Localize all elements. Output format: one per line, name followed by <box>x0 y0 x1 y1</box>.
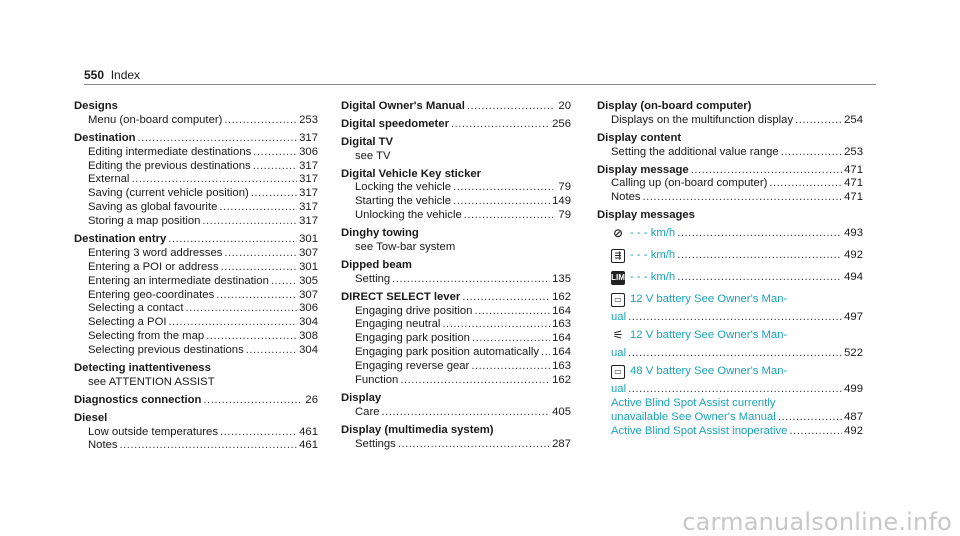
leader-dots <box>691 164 842 178</box>
entry-text[interactable]: ual <box>611 311 627 324</box>
entry-text: Dipped beam <box>341 258 412 271</box>
leader-dots <box>451 118 550 132</box>
entry-text[interactable]: - - - km/h <box>630 249 676 262</box>
entry-text[interactable]: Active Blind Spot Assist inoperative <box>611 424 788 437</box>
leader-dots <box>253 146 297 160</box>
entry-text: Locking the vehicle <box>355 181 452 194</box>
entry-text: Storing a map position <box>88 215 201 228</box>
leader-dots <box>442 318 550 332</box>
page-ref[interactable]: 317 <box>299 215 318 228</box>
leader-dots <box>789 425 842 439</box>
page-ref[interactable]: 162 <box>552 290 571 303</box>
entry-text: Low outside temperatures <box>88 425 218 438</box>
page-ref[interactable]: 163 <box>552 318 571 331</box>
index-entry <box>74 439 318 453</box>
entry-text: Engaging reverse gear <box>355 360 470 373</box>
index-heading <box>74 362 318 376</box>
page-ref[interactable]: 493 <box>844 227 863 240</box>
leader-dots <box>643 191 843 205</box>
index-heading <box>341 424 571 438</box>
entry-text: Entering a POI or address <box>88 260 219 273</box>
entry-text: Display messages <box>597 209 695 222</box>
entry-text: Detecting inattentiveness <box>74 362 211 375</box>
entry-text: Calling up (on-board computer) <box>611 177 768 190</box>
index-entry <box>341 438 571 452</box>
leader-dots <box>224 247 297 261</box>
entry-text: Destination entry <box>74 233 167 246</box>
entry-text: Display content <box>597 131 682 144</box>
page-ref[interactable]: 487 <box>844 410 863 423</box>
leader-dots <box>203 394 300 408</box>
leader-dots <box>271 275 297 289</box>
leader-dots <box>120 439 298 453</box>
page-ref[interactable]: 149 <box>552 195 571 208</box>
entry-text: Selecting a POI <box>88 316 167 329</box>
entry-text: Engaging drive position <box>355 304 473 317</box>
index-entry <box>74 261 318 275</box>
index-heading <box>341 136 571 150</box>
page-ref[interactable]: 499 <box>844 382 863 395</box>
section-title: Index <box>110 68 141 82</box>
page-ref[interactable]: 79 <box>558 209 571 222</box>
leader-dots <box>453 195 550 209</box>
index-entry <box>597 289 863 311</box>
entry-text: Care <box>355 405 380 418</box>
entry-text: Setting the additional value range <box>611 145 779 158</box>
leader-dots <box>541 346 550 360</box>
entry-text: Displays on the multifunction display <box>611 113 794 126</box>
leader-dots <box>628 347 842 361</box>
leader-dots <box>677 249 842 263</box>
page-ref[interactable]: 306 <box>299 145 318 158</box>
entry-text: Selecting from the map <box>88 330 205 343</box>
index-entry <box>341 150 571 164</box>
entry-text: Entering geo-coordinates <box>88 288 215 301</box>
index-entry <box>341 209 571 223</box>
index-entry <box>597 177 863 191</box>
page-ref[interactable]: 79 <box>558 181 571 194</box>
entry-text: Starting the vehicle <box>355 195 452 208</box>
entry-text: Editing the previous destinations <box>88 159 251 172</box>
entry-text: see ATTENTION ASSIST <box>88 375 215 388</box>
page-ref[interactable]: 253 <box>844 145 863 158</box>
leader-dots <box>221 261 298 275</box>
entry-text: Selecting a contact <box>88 302 184 315</box>
leader-dots <box>474 305 550 319</box>
entry-text: Engaging neutral <box>355 318 441 331</box>
entry-text: Selecting previous destinations <box>88 344 244 357</box>
page-ref[interactable]: 254 <box>844 113 863 126</box>
index-entry <box>597 397 863 411</box>
index-entry <box>597 411 863 425</box>
index-heading <box>341 100 571 114</box>
page-ref[interactable]: 26 <box>305 393 318 406</box>
entry-text: Notes <box>611 191 641 204</box>
entry-text: Settings <box>355 437 396 450</box>
index-heading <box>597 209 863 223</box>
page-ref[interactable]: 163 <box>552 360 571 373</box>
entry-text: Setting <box>355 272 391 285</box>
entry-text[interactable]: 48 V battery See Owner's Man- <box>630 364 788 377</box>
page-ref[interactable]: 20 <box>558 100 571 112</box>
page-ref[interactable]: 256 <box>552 117 571 130</box>
index-heading <box>341 227 571 241</box>
entry-text: Unlocking the vehicle <box>355 209 462 222</box>
leader-dots <box>677 227 842 241</box>
entry-text: Menu (on-board computer) <box>88 113 223 126</box>
index-entry <box>341 406 571 420</box>
page-ref[interactable]: 305 <box>299 274 318 287</box>
index-entry <box>341 195 571 209</box>
index-entry <box>341 374 571 388</box>
entry-text[interactable]: 12 V battery See Owner's Man- <box>630 293 788 306</box>
entry-text: see TV <box>355 149 391 162</box>
page-ref[interactable]: 307 <box>299 288 318 301</box>
index-entry <box>341 273 571 287</box>
index-entry <box>597 191 863 205</box>
car-icon: ⚟ <box>612 328 624 343</box>
entry-text: Designs <box>74 100 118 112</box>
index-heading <box>74 394 318 408</box>
index-heading <box>74 100 318 114</box>
entry-text: DIRECT SELECT lever <box>341 290 461 303</box>
index-entry <box>74 275 318 289</box>
entry-text: Entering an intermediate destination <box>88 274 269 287</box>
index-column-2 <box>341 100 571 451</box>
index-heading <box>341 168 571 182</box>
leader-dots <box>392 273 550 287</box>
entry-text: Display (multimedia system) <box>341 423 494 436</box>
leader-dots <box>628 311 842 325</box>
page-ref[interactable]: 497 <box>844 311 863 324</box>
leader-dots <box>220 426 297 440</box>
index-entry <box>74 146 318 160</box>
entry-text: Diagnostics connection <box>74 393 202 406</box>
index-entry <box>74 302 318 316</box>
entry-text[interactable]: Active Blind Spot Assist currently <box>611 396 776 409</box>
index-entry <box>597 347 863 361</box>
page-ref[interactable]: 307 <box>299 246 318 259</box>
index-entry <box>597 311 863 325</box>
page-ref[interactable]: 162 <box>552 374 571 387</box>
speed-limiter-icon: ⊘ <box>612 226 624 241</box>
entry-text[interactable]: ual <box>611 347 627 360</box>
entry-text: Notes <box>88 439 118 452</box>
watermark-logo: carmanualsonline.info <box>682 508 952 536</box>
entry-text: Saving as global favourite <box>88 201 218 214</box>
index-entry <box>597 245 863 267</box>
page-ref[interactable]: 317 <box>299 159 318 172</box>
entry-text: Editing intermediate destinations <box>88 145 252 158</box>
page-ref[interactable]: 317 <box>299 173 318 186</box>
leader-dots <box>769 177 842 191</box>
index-heading <box>341 118 571 132</box>
leader-dots <box>251 187 297 201</box>
index-entry <box>341 181 571 195</box>
leader-dots <box>778 411 842 425</box>
leader-dots <box>795 114 842 128</box>
page-ref[interactable]: 492 <box>844 424 863 437</box>
page-ref[interactable]: 253 <box>299 113 318 126</box>
index-entry <box>74 344 318 358</box>
page-ref[interactable]: 301 <box>299 260 318 273</box>
leader-dots <box>224 114 297 128</box>
index-heading <box>74 412 318 426</box>
leader-dots <box>206 330 297 344</box>
index-entry <box>341 346 571 360</box>
index-entry <box>74 173 318 187</box>
page-header <box>84 68 140 82</box>
leader-dots <box>677 271 842 285</box>
index-heading <box>74 132 318 146</box>
leader-dots <box>781 146 842 160</box>
entry-text: Dinghy towing <box>341 227 419 240</box>
page-ref[interactable]: 164 <box>552 332 571 345</box>
leader-dots <box>219 201 297 215</box>
index-entry <box>597 114 863 128</box>
page-ref[interactable]: 287 <box>552 437 571 450</box>
page-ref[interactable]: 471 <box>844 163 863 176</box>
index-entry <box>597 146 863 160</box>
entry-text: Display message <box>597 163 689 176</box>
page-ref[interactable]: 522 <box>844 347 863 360</box>
index-entry <box>74 201 318 215</box>
index-entry <box>341 332 571 346</box>
leader-dots <box>382 406 551 420</box>
index-heading <box>597 100 863 114</box>
entry-text[interactable]: ual <box>611 382 627 395</box>
index-entry <box>597 361 863 383</box>
index-entry <box>74 247 318 261</box>
entry-text: Digital TV <box>341 135 394 148</box>
leader-dots <box>202 215 297 229</box>
page-ref[interactable]: 308 <box>299 330 318 343</box>
page-ref[interactable]: 164 <box>552 346 571 359</box>
index-entry <box>597 325 863 347</box>
leader-dots <box>216 289 297 303</box>
page-ref[interactable]: 461 <box>299 425 318 438</box>
page-ref[interactable]: 304 <box>299 344 318 357</box>
leader-dots <box>138 132 298 146</box>
entry-text: Digital speedometer <box>341 117 449 130</box>
index-heading <box>341 392 571 406</box>
index-entry <box>341 305 571 319</box>
entry-text: see Tow-bar system <box>355 241 456 254</box>
leader-dots <box>471 360 550 374</box>
index-entry <box>74 160 318 174</box>
entry-text: Display <box>341 391 382 404</box>
index-entry <box>74 289 318 303</box>
index-entry <box>74 330 318 344</box>
entry-text[interactable]: unavailable See Owner's Manual <box>611 410 776 423</box>
page-ref[interactable]: 461 <box>299 439 318 452</box>
index-column-3 <box>597 100 863 438</box>
leader-dots <box>462 291 550 305</box>
entry-text: Entering 3 word addresses <box>88 246 223 259</box>
leader-dots <box>628 383 842 397</box>
entry-text: Digital Vehicle Key sticker <box>341 167 482 180</box>
index-entry <box>341 318 571 332</box>
entry-text: Saving (current vehicle position) <box>88 187 249 200</box>
page-ref[interactable]: 471 <box>844 177 863 190</box>
index-entry <box>74 187 318 201</box>
lim-icon: LIM <box>611 271 625 285</box>
index-entry <box>597 267 863 289</box>
leader-dots <box>185 302 297 316</box>
page-ref[interactable]: 301 <box>299 233 318 246</box>
index-entry <box>74 376 318 390</box>
index-entry <box>597 425 863 439</box>
index-entry <box>74 426 318 440</box>
leader-dots <box>168 233 297 247</box>
page-ref[interactable]: 494 <box>844 271 863 284</box>
leader-dots <box>467 100 553 114</box>
leader-dots <box>398 438 550 452</box>
page-ref[interactable]: 317 <box>299 131 318 144</box>
index-entry <box>74 316 318 330</box>
page-ref[interactable]: 304 <box>299 316 318 329</box>
entry-text: Diesel <box>74 411 108 424</box>
leader-dots <box>453 181 553 195</box>
page-ref[interactable]: 492 <box>844 249 863 262</box>
page-ref[interactable]: 471 <box>844 191 863 204</box>
battery-icon: ▭ <box>611 293 625 307</box>
index-heading <box>597 132 863 146</box>
index-heading <box>74 233 318 247</box>
index-entry <box>74 215 318 229</box>
leader-dots <box>253 160 297 174</box>
index-column-1 <box>74 100 318 453</box>
page-ref[interactable]: 164 <box>552 304 571 317</box>
page-number: 550 <box>84 68 105 82</box>
entry-text[interactable]: - - - km/h <box>630 227 676 240</box>
entry-text: External <box>88 173 130 186</box>
index-entry <box>74 114 318 128</box>
leader-dots <box>400 374 550 388</box>
entry-text: Engaging park position automatically <box>355 346 539 359</box>
page-ref[interactable]: 317 <box>299 201 318 214</box>
leader-dots <box>131 173 297 187</box>
leader-dots <box>472 332 550 346</box>
battery-icon: ▭ <box>611 365 625 379</box>
entry-text: Function <box>355 374 399 387</box>
entry-text: Display (on-board computer) <box>597 100 752 112</box>
leader-dots <box>464 209 553 223</box>
index-entry <box>597 223 863 245</box>
index-heading <box>597 164 863 178</box>
entry-text: Destination <box>74 131 136 144</box>
page-ref[interactable]: 317 <box>299 187 318 200</box>
distronic-icon: ⇶ <box>611 249 625 263</box>
entry-text: Digital Owner's Manual <box>341 100 465 112</box>
index-heading <box>341 291 571 305</box>
page-ref[interactable]: 135 <box>552 272 571 285</box>
entry-text[interactable]: - - - km/h <box>630 271 676 284</box>
page-ref[interactable]: 306 <box>299 302 318 315</box>
index-entry <box>597 383 863 397</box>
index-entry <box>341 241 571 255</box>
leader-dots <box>169 316 298 330</box>
entry-text: Engaging park position <box>355 332 470 345</box>
index-entry <box>341 360 571 374</box>
entry-text[interactable]: 12 V battery See Owner's Man- <box>630 329 788 342</box>
leader-dots <box>246 344 297 358</box>
header-divider <box>84 84 876 85</box>
index-heading <box>341 259 571 273</box>
page-ref[interactable]: 405 <box>552 405 571 418</box>
